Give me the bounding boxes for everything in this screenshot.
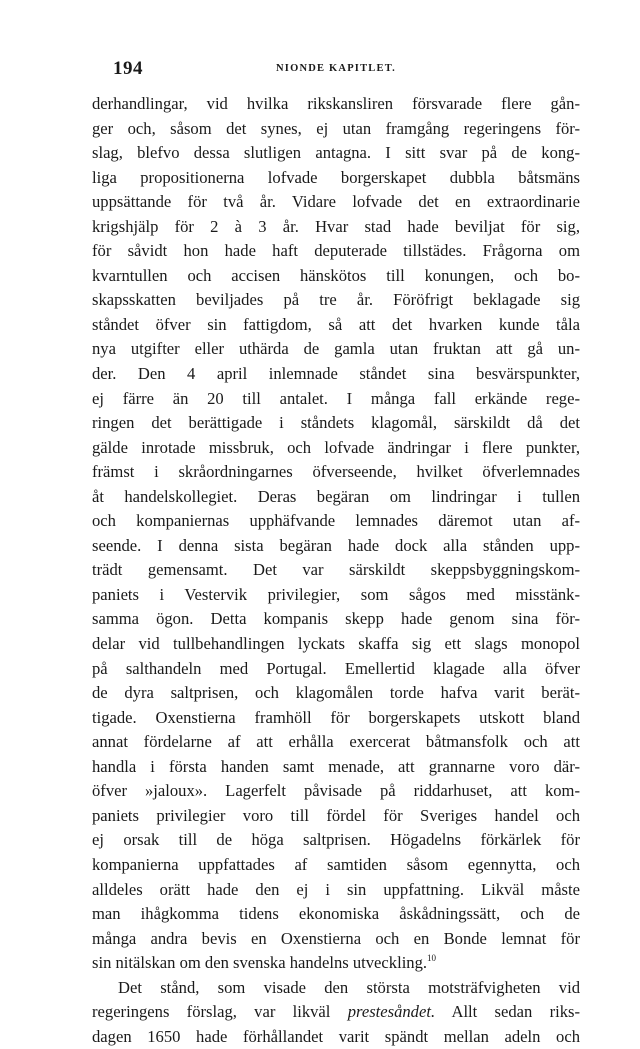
text-line (92, 779, 580, 804)
text-segment: och kompaniernas upphäfvande lemnades däremot utan af- (92, 511, 580, 531)
text-line (92, 607, 580, 632)
text-line (92, 166, 580, 191)
text-line (92, 828, 580, 853)
page-number: 194 (113, 58, 143, 79)
text-line: dagen 1650 hade förhållandet varit spändt mellan adeln och (92, 1026, 580, 1046)
text-line (92, 804, 580, 829)
text-line (92, 1000, 580, 1025)
paragraph-1 (92, 92, 580, 976)
text-line (92, 853, 580, 878)
footnote-marker: 10 (427, 953, 437, 964)
text-segment: paniets i Vestervik privilegier, som sågos med misstänk- (92, 584, 580, 604)
text-line (92, 951, 580, 976)
text-line (92, 362, 580, 387)
text-segment: på salthandeln med Portugal. Emellertid klagade alla öfver (92, 658, 580, 678)
text-segment: slag, blefvo dessa slutligen antagna. I sitt svar på de kong- (92, 143, 580, 163)
italic-term: prestesåndet. (347, 1002, 436, 1022)
text-line (92, 141, 580, 166)
text-line (92, 264, 580, 289)
text-segment: krigshjälp för 2 à 3 år. Hvar stad hade beviljat för sig, (92, 216, 580, 236)
text-line (92, 387, 580, 412)
text-segment: ger och, såsom det synes, ej utan framgång regeringens för- (92, 118, 580, 138)
text-line (92, 460, 580, 485)
text-segment: främst i skråordningarnes öfverseende, hvilket öfverlemnades (92, 462, 580, 482)
text-segment: kvarntullen och accisen hänskötos till konungen, och bo- (92, 265, 580, 285)
text-line (92, 657, 580, 682)
text-line (92, 92, 580, 117)
text-segment: alldeles orätt hade den ej i sin uppfattning. Likväl måste (92, 879, 580, 899)
text-line (92, 558, 580, 583)
text-segment: uppsättande för två år. Vidare lofvade det en extraordinarie (92, 192, 580, 212)
text-line (92, 534, 580, 559)
text-segment: derhandlingar, vid hvilka rikskansliren försvarade flere gån- (92, 94, 580, 113)
text-line (92, 485, 580, 510)
text-segment: ståndet öfver sin fattigdom, så att det hvarken kunde tåla (92, 314, 580, 334)
text-segment: gälde inrotade missbruk, och lofvade ändringar i flere punkter, (92, 437, 580, 457)
text-segment: der. Den 4 april inlemnade ståndet sina besvärspunkter, (92, 364, 580, 384)
text-line (92, 927, 580, 952)
paragraph-2 (92, 976, 580, 1049)
text-segment: åt handelskollegiet. Deras begäran om lindringar i tullen (92, 486, 580, 506)
text-line (92, 632, 580, 657)
text-line (92, 239, 580, 264)
text-segment: kompanierna uppfattades af samtiden såsom egennytta, och (92, 854, 580, 874)
text-line (92, 190, 580, 215)
text-segment: ej färre än 20 till antalet. I många fall erkände rege- (92, 388, 580, 408)
text-line (92, 509, 580, 534)
text-segment: för såvidt hon hade haft deputerade tillstädes. Frågorna om (92, 241, 580, 261)
text-segment: många andra bevis en Oxenstierna och en Bonde lemnat för (92, 928, 580, 948)
text-segment: delar vid tullbehandlingen lyckats skaffa sig ett slags monopol (92, 634, 580, 654)
text-line (92, 730, 580, 755)
text-line (92, 313, 580, 338)
text-segment: seende. I denna sista begäran hade dock alla stånden upp- (92, 535, 580, 555)
body-text (92, 92, 580, 1049)
text-line (92, 337, 580, 362)
text-line (92, 706, 580, 731)
text-segment: Allt sedan riks- (435, 1002, 580, 1022)
text-segment: skapsskatten beviljades på tre år. Föröfrigt beklagade sig (92, 290, 580, 310)
text-segment: annat fördelarne af att erhålla exercerat båtmansfolk och att (92, 732, 580, 752)
text-segment: sin nitälskan om den svenska handelns utveckling. (92, 953, 428, 973)
text-segment: ringen det berättigade i ståndets klagomål, särskildt då det (92, 413, 580, 433)
text-line: Det stånd, som visade den största motsträfvigheten vid (118, 977, 580, 997)
page-header (92, 58, 580, 82)
running-head: NIONDE KAPITLET. (276, 63, 396, 74)
text-line (92, 411, 580, 436)
text-line (92, 117, 580, 142)
text-line (92, 755, 580, 780)
text-line (92, 878, 580, 903)
text-line (92, 215, 580, 240)
text-line (92, 681, 580, 706)
text-segment: regeringens förslag, var likväl (92, 1002, 348, 1022)
text-segment: ej orsak till de höga saltprisen. Högadelns förkärlek för (92, 830, 580, 850)
text-segment: samma ögon. Detta kompanis skepp hade genom sina för- (92, 609, 580, 629)
text-segment: handla i första handen samt menade, att grannarne voro där- (92, 756, 580, 776)
text-line (92, 288, 580, 313)
text-segment: tigade. Oxenstierna framhöll för borgerskapets utskott bland (92, 707, 580, 727)
text-segment: liga propositionerna lofvade borgerskapet dubbla båtsmäns (92, 167, 580, 187)
text-segment: paniets privilegier voro till fördel för Sveriges handel och (92, 805, 580, 825)
text-segment: man ihågkomma tidens ekonomiska åskådningssätt, och de (92, 904, 580, 924)
text-segment: de dyra saltprisen, och klagomålen torde hafva varit berät- (92, 683, 580, 703)
text-line (92, 583, 580, 608)
text-segment: nya utgifter eller uthärda de gamla utan fruktan att gå un- (92, 339, 580, 359)
text-line (92, 902, 580, 927)
text-line (92, 436, 580, 461)
text-segment: trädt gemensamt. Det var särskildt skeppsbyggningskom- (92, 560, 580, 580)
text-segment: öfver »jaloux». Lagerfelt påvisade på riddarhuset, att kom- (92, 781, 580, 801)
